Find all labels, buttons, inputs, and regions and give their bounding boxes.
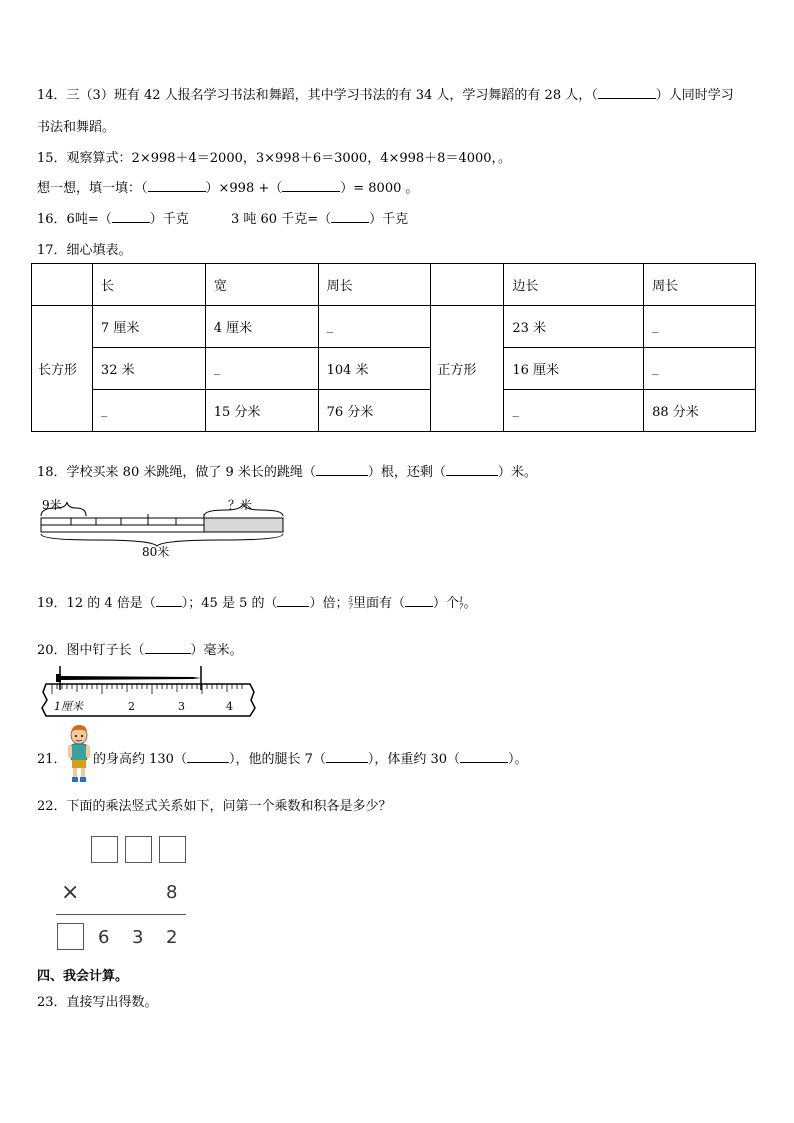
q21-text-a: 的身高约 130（ xyxy=(93,752,187,767)
boy-icon xyxy=(66,723,92,785)
frac-den: 7 xyxy=(459,602,464,611)
fig-label-80m: 80米 xyxy=(142,545,170,559)
table-cell[interactable]: 32 米 xyxy=(92,348,205,390)
q18-text xyxy=(37,461,537,480)
q19-blank-3[interactable] xyxy=(405,594,433,607)
q15-blank-2[interactable] xyxy=(282,179,340,192)
table-cell[interactable]: 104 米 xyxy=(318,348,431,390)
table-cell[interactable]: _ xyxy=(504,390,644,432)
q21-text-d: ）。 xyxy=(508,752,528,767)
frac-num: 1 xyxy=(459,595,464,604)
q19-text-c: ）倍； xyxy=(309,596,349,611)
table-cell: 边长 xyxy=(504,264,644,306)
q21-number: 21． xyxy=(37,752,67,767)
table-cell[interactable]: 15 分米 xyxy=(205,390,318,432)
q16-blank-2[interactable] xyxy=(331,210,369,223)
table-cell[interactable]: _ xyxy=(205,348,318,390)
q19-text-f: 。 xyxy=(463,596,477,611)
q21-blank-1[interactable] xyxy=(187,750,229,763)
q16-blank-1[interactable] xyxy=(112,210,150,223)
q20-text xyxy=(37,639,243,658)
q21-text-c: ），体重约 30（ xyxy=(367,752,461,767)
table-cell xyxy=(32,264,93,306)
divider-line xyxy=(56,914,186,915)
q20-text-b: ）毫米。 xyxy=(190,643,243,658)
q20-text-a: 20．图中钉子长（ xyxy=(37,643,145,658)
q16-text-a1: 16．6吨=（ xyxy=(37,212,112,227)
table-cell[interactable]: 7 厘米 xyxy=(92,306,205,348)
q20-ruler-with-nail xyxy=(38,664,260,718)
q19-text-b: ）；45 是 5 的（ xyxy=(181,596,278,611)
table-cell: 周长 xyxy=(318,264,431,306)
q18-text-a: 18．学校买来 80 米跳绳，做了 9 米长的跳绳（ xyxy=(37,465,316,480)
ruler-label: 3 xyxy=(178,700,185,713)
ruler-label: 4 xyxy=(226,700,233,713)
q19-text xyxy=(37,592,476,611)
table-cell[interactable]: _ xyxy=(644,348,756,390)
q22-text: 22．下面的乘法竖式关系如下，问第一个乘数和积各是多少？ xyxy=(37,799,392,814)
q19-text-a: 19．12 的 4 倍是（ xyxy=(37,596,156,611)
table-cell[interactable]: _ xyxy=(318,306,431,348)
q16-text-b2: ）千克 xyxy=(369,212,409,227)
table-header-row xyxy=(32,264,756,306)
table-cell[interactable]: 4 厘米 xyxy=(205,306,318,348)
q21-text xyxy=(93,748,528,767)
fig-label-unknown: ？米 xyxy=(228,498,253,512)
q18-text-b: ）根，还剩（ xyxy=(367,465,446,480)
q15-text-a: 想一想，填一填：（ xyxy=(37,181,148,196)
product-digit: 3 xyxy=(132,927,144,948)
table-cell: 长 xyxy=(92,264,205,306)
table-cell: 宽 xyxy=(205,264,318,306)
table-row xyxy=(32,390,756,432)
nail-body xyxy=(61,676,201,680)
product-digit: 6 xyxy=(98,927,110,948)
q16-part-a xyxy=(37,208,189,227)
q19-blank-1[interactable] xyxy=(156,594,182,607)
q14-line2: 书法和舞蹈。 xyxy=(37,120,116,135)
table-cell[interactable]: _ xyxy=(92,390,205,432)
multiplier-digit: 8 xyxy=(166,882,178,903)
q14-text: 14．三（3）班有 42 人报名学习书法和舞蹈，其中学习书法的有 34 人，学习舞蹈的有 28 人，（ xyxy=(37,88,598,103)
q21-blank-2[interactable] xyxy=(326,750,368,763)
table-cell xyxy=(431,264,504,306)
q17-table xyxy=(31,263,756,432)
table-row xyxy=(32,306,756,348)
q14-line1 xyxy=(37,84,734,103)
q19-blank-2[interactable] xyxy=(277,594,309,607)
q18-rope-diagram xyxy=(36,496,288,562)
table-row xyxy=(32,348,756,390)
q15-text-b: ）×998 +（ xyxy=(205,181,283,196)
frac-num: 5 xyxy=(348,595,353,604)
q21-text-b: ），他的腿长 7（ xyxy=(228,752,326,767)
table-cell[interactable]: _ xyxy=(644,306,756,348)
q16-part-b xyxy=(231,208,408,227)
ruler-label: 2 xyxy=(128,700,135,713)
q15-blank-1[interactable] xyxy=(148,179,206,192)
table-cell: 周长 xyxy=(644,264,756,306)
q17-title: 17．细心填表。 xyxy=(37,243,132,258)
digit-box[interactable] xyxy=(159,836,186,863)
times-sign: × xyxy=(61,880,80,905)
q19-text-e: ）个 xyxy=(432,596,459,611)
q23-text: 23．直接写出得数。 xyxy=(37,995,158,1010)
square-label-cell: 正方形 xyxy=(431,306,504,432)
fig-label-9m: 9米 xyxy=(42,498,62,512)
q14-blank[interactable] xyxy=(598,86,656,99)
nail-head xyxy=(56,674,61,682)
table-cell[interactable]: 88 分米 xyxy=(644,390,756,432)
q18-text-c: ）米。 xyxy=(497,465,537,480)
digit-box[interactable] xyxy=(91,836,118,863)
digit-box[interactable] xyxy=(57,923,84,950)
table-cell[interactable]: 23 米 xyxy=(504,306,644,348)
q16-text-a2: ）千克 xyxy=(149,212,189,227)
q19-text-d: 里面有（ xyxy=(352,596,405,611)
q18-blank-1[interactable] xyxy=(316,463,368,476)
q16-text-b1: 3 吨 60 千克=（ xyxy=(231,212,332,227)
section-4-heading: 四、我会计算。 xyxy=(37,969,129,984)
q15-line1: 15．观察算式：2×998＋4＝2000，3×998＋6＝3000，4×998＋8＝4000，。 xyxy=(37,151,512,166)
q15-line2 xyxy=(37,177,419,196)
product-digit: 2 xyxy=(166,927,178,948)
digit-box[interactable] xyxy=(125,836,152,863)
q20-blank[interactable] xyxy=(145,641,191,654)
table-cell[interactable]: 76 分米 xyxy=(318,390,431,432)
rect-label-cell: 长方形 xyxy=(32,306,93,432)
ruler-label: 1厘米 xyxy=(54,700,83,713)
q15-text-c: ）= 8000 。 xyxy=(340,181,419,196)
table-cell[interactable]: 16 厘米 xyxy=(504,348,644,390)
q21-blank-3[interactable] xyxy=(460,750,508,763)
frac-den: 7 xyxy=(348,602,353,611)
q18-blank-2[interactable] xyxy=(446,463,498,476)
q14-text-end: ）人同时学习 xyxy=(655,88,734,103)
